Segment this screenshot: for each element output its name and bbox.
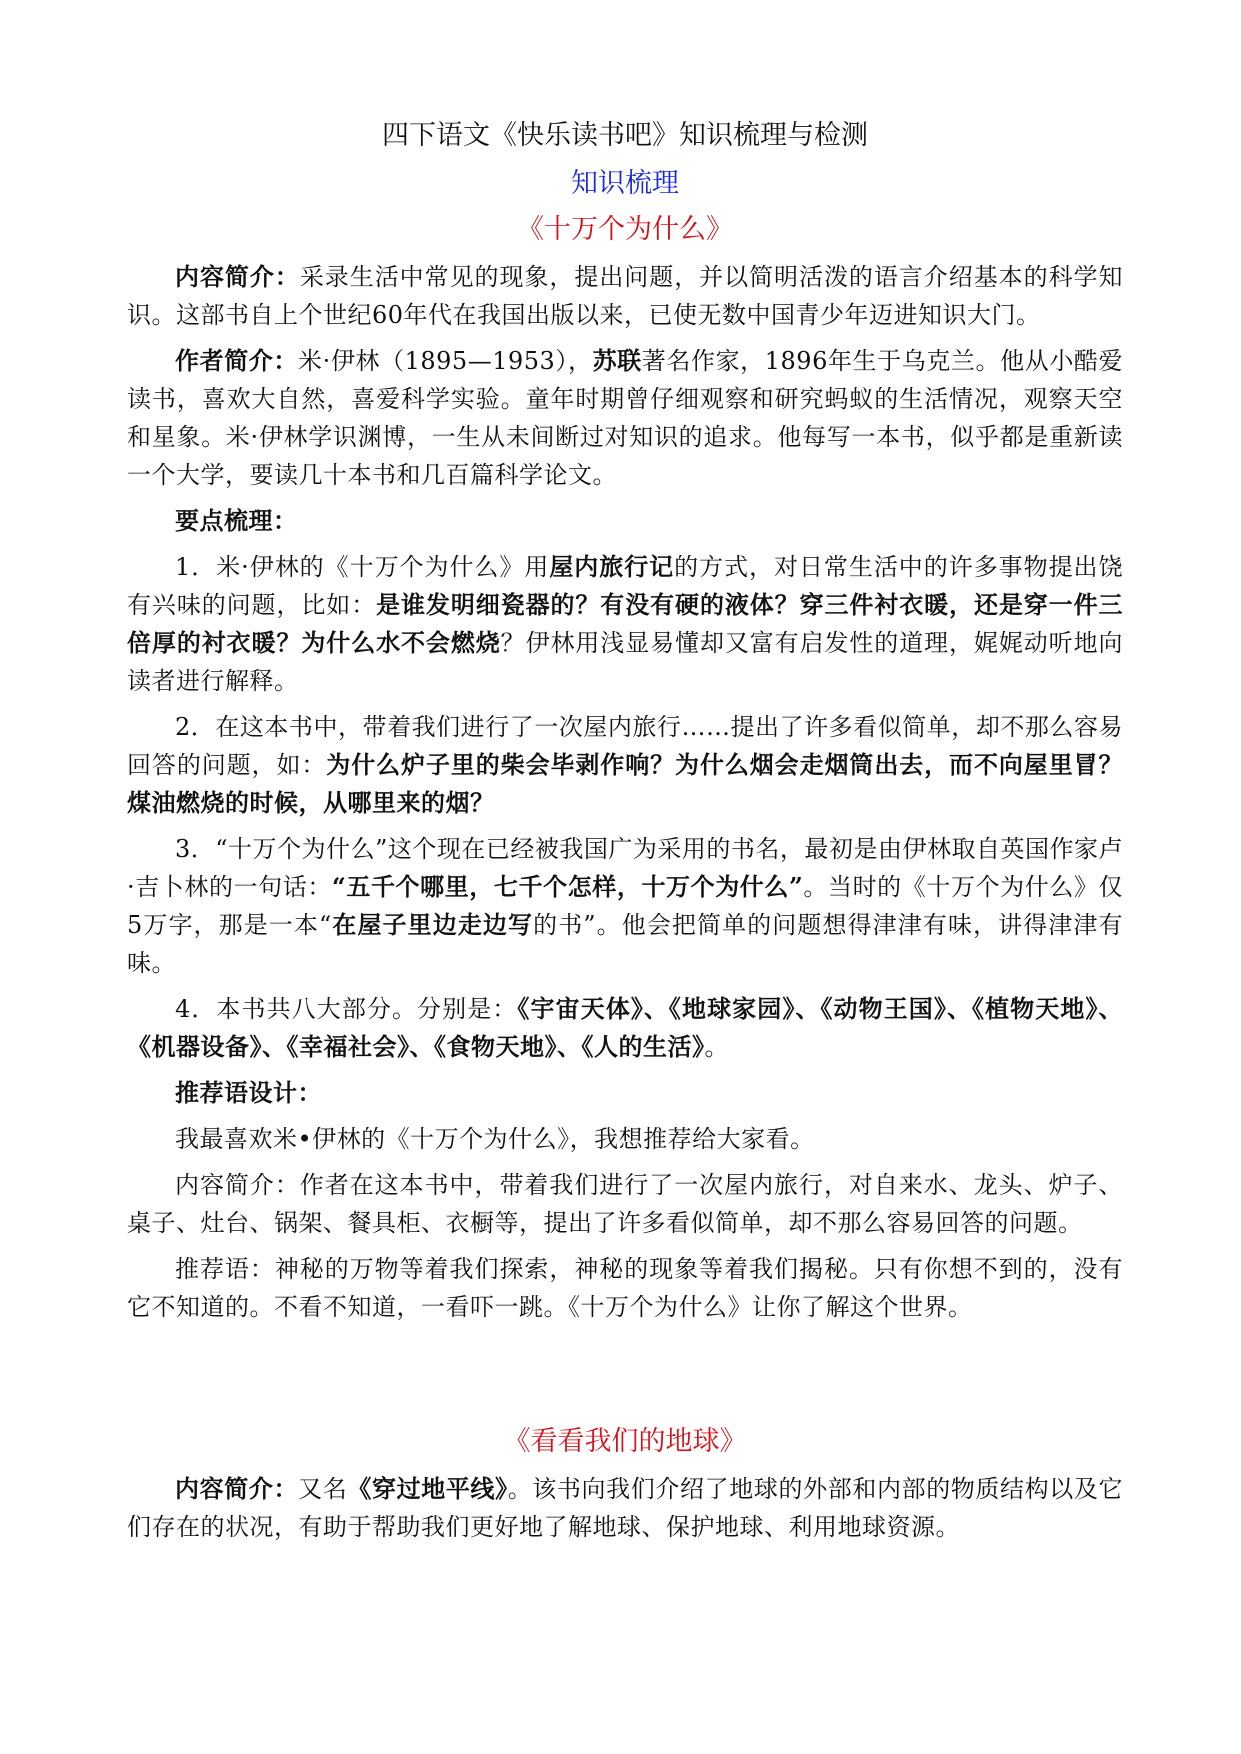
- point-3: [127, 830, 1123, 982]
- author-country: 苏联: [592, 346, 642, 375]
- point-4-text-a: 4．本书共八大部分。分别是：: [175, 995, 518, 1023]
- recommend-line-1: 我最喜欢米•伊林的《十万个为什么》，我想推荐给大家看。: [175, 1125, 815, 1153]
- point-1: [127, 548, 1123, 700]
- book-title-1: 《十万个为什么》: [517, 214, 733, 245]
- author-text-1: 米·伊林（1895—1953），: [298, 347, 593, 375]
- point-1-bold-b: 屋内旅行记: [549, 552, 675, 581]
- point-3-text-c: 。当时的《十万个为什么》仅5万字，那是一本“: [127, 873, 1124, 939]
- point-1-text-e: ？伊林用浅显易懂却又富有启发性的道理，娓娓动听地向读者进行解释。: [127, 629, 1124, 695]
- recommend-line-2: 内容简介：作者在这本书中，带着我们进行了一次屋内旅行，对自来水、龙头、炉子、桌子、灶台、锅架、餐具柜、衣橱等，提出了许多看似简单，却不那么容易回答的问题。: [127, 1171, 1123, 1237]
- book-title-2: 《看看我们的地球》: [503, 1426, 747, 1457]
- document-title: 四下语文《快乐读书吧》知识梳理与检测: [382, 120, 868, 151]
- intro-label: 内容简介：: [175, 262, 300, 291]
- recommend-label: 推荐语设计：: [175, 1078, 322, 1107]
- point-4: [127, 990, 1123, 1066]
- point-1-bold-d: 是谁发明细瓷器的？有没有硬的液体？穿三件衬衣暖，还是穿一件三倍厚的衬衣暖？为什么水不会燃烧: [127, 590, 1124, 657]
- book1-author-paragraph: [127, 342, 1123, 494]
- intro-text: 采录生活中常见的现象，提出问题，并以简明活泼的语言介绍基本的科学知识。这部书自上个世纪60年代在我国出版以来，已使无数中国青少年迈进知识大门。: [127, 263, 1124, 329]
- book2-intro-paragraph: [127, 1470, 1123, 1546]
- document-content: [127, 118, 1123, 1554]
- author-label: 作者简介：: [175, 346, 298, 375]
- point-2-text-a: 2．在这本书中，带着我们进行了一次屋内旅行……提出了许多看似简单，却不那么容易回答的问题，如：: [127, 713, 1123, 779]
- point-1-text-a: 1．米·伊林的《十万个为什么》用: [175, 553, 550, 581]
- point-3-text-a: 3．“十万个为什么”这个现在已经被我国广为采用的书名，最初是由伊林取自英国作家卢·吉卜林的一句话：: [127, 835, 1123, 901]
- book2-intro-text-2: 。该书向我们介绍了地球的外部和内部的物质结构以及它们存在的状况，有助于帮助我们更好地了解地球、保护地球、利用地球资源。: [127, 1475, 1124, 1541]
- point-4-bold-b: 《宇宙天体》、《地球家园》、《动物王国》、《植物天地》、《机器设备》、《幸福社会》、《食物天地》、《人的生活》: [127, 994, 1123, 1061]
- point-3-bold-b: “五千个哪里，七千个怎样，十万个为什么”: [331, 872, 804, 901]
- book2-alt-title: 《穿过地平线》: [347, 1474, 508, 1503]
- point-4-text-c: 。: [704, 1033, 729, 1061]
- point-3-text-e: 的书”。他会把简单的问题想得津津有味，讲得津津有味。: [127, 911, 1123, 977]
- book2-intro-text-1: 又名: [298, 1475, 348, 1503]
- section-heading: 知识梳理: [571, 168, 679, 199]
- point-1-text-c: 的方式，对日常生活中的许多事物提出饶有兴味的问题，比如：: [127, 553, 1124, 619]
- author-text-2: 著名作家，1896年生于乌克兰。他从小酷爱读书，喜欢大自然，喜爱科学实验。童年时期曾仔细观察和研究蚂蚁的生活情况，观察天空和星象。米·伊林学识渊博，一生从未间断过对知识的追求。他每写一本书，似乎都是重新读一个大学，要读几十本书和几百篇科学论文。: [127, 347, 1124, 489]
- book2-intro-label: 内容简介：: [175, 1474, 299, 1503]
- point-2: [127, 708, 1123, 822]
- section-spacer: [127, 1334, 1123, 1424]
- points-label: 要点梳理：: [175, 506, 298, 535]
- point-3-bold-d: 在屋子里边走边写: [331, 910, 534, 939]
- recommend-line-3: 推荐语：神秘的万物等着我们探索，神秘的现象等着我们揭秘。只有你想不到的，没有它不知道的。不看不知道，一看吓一跳。《十万个为什么》让你了解这个世界。: [127, 1255, 1123, 1321]
- book1-intro-paragraph: [127, 258, 1123, 334]
- point-2-bold-b: 为什么炉子里的柴会毕剥作响？为什么烟会走烟筒出去，而不向屋里冒？煤油燃烧的时候，从哪里来的烟？: [127, 750, 1124, 817]
- points-heading: [127, 502, 1123, 540]
- recommend-heading: [127, 1074, 1123, 1112]
